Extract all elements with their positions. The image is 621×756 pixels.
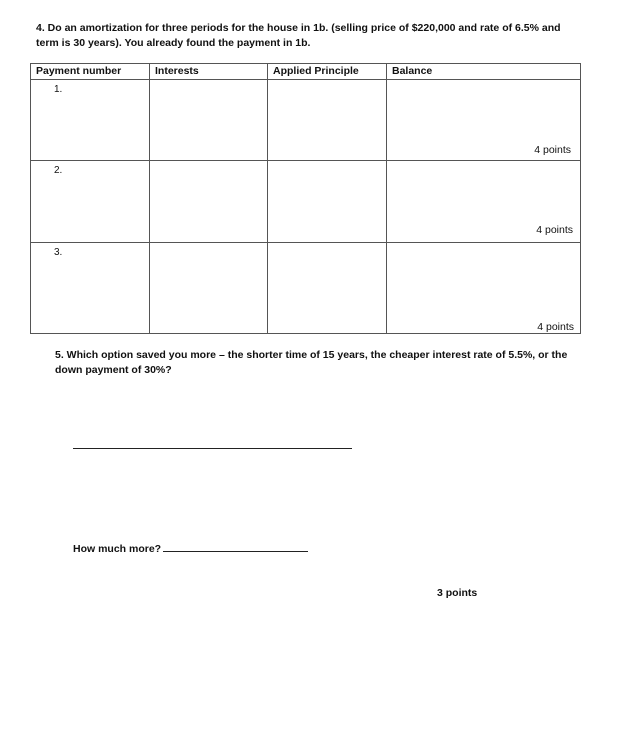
applied-principle-cell[interactable] (268, 161, 387, 243)
question-4-line-2: term is 30 years). You already found the payment in 1b. (36, 37, 311, 49)
question-5-text (55, 348, 595, 378)
how-much-more-row (73, 541, 308, 555)
interests-cell[interactable] (150, 161, 268, 243)
table-row (31, 161, 581, 243)
table-row (31, 80, 581, 161)
payment-number-cell: 2. (31, 161, 150, 243)
question-4-text (36, 21, 596, 51)
table-header-row (31, 64, 581, 80)
points-label: 4 points (536, 224, 573, 236)
answer-blank-line[interactable] (73, 448, 352, 449)
payment-number-cell: 1. (31, 80, 150, 161)
applied-principle-cell[interactable] (268, 243, 387, 334)
header-balance: Balance (387, 64, 581, 80)
points-label: 4 points (534, 144, 571, 156)
points-label: 4 points (537, 321, 574, 333)
payment-number-cell: 3. (31, 243, 150, 334)
points-3-label: 3 points (437, 587, 478, 599)
question-5-line-2: down payment of 30%? (55, 364, 172, 376)
how-much-more-label: How much more? (73, 543, 162, 555)
interests-cell[interactable] (150, 243, 268, 334)
table-row (31, 243, 581, 334)
balance-cell[interactable] (387, 243, 581, 334)
header-payment-number: Payment number (31, 64, 150, 80)
applied-principle-cell[interactable] (268, 80, 387, 161)
question-4-line-1: 4. Do an amortization for three periods for the house in 1b. (selling price of $220,000 and rate of 6.5% and (36, 22, 561, 34)
question-5-line-1: 5. Which option saved you more – the shorter time of 15 years, the cheaper interest rate of 5.5%, or the (55, 349, 568, 361)
header-interests: Interests (150, 64, 268, 80)
how-much-more-blank[interactable] (163, 541, 308, 552)
balance-cell[interactable] (387, 161, 581, 243)
balance-cell[interactable] (387, 80, 581, 161)
header-applied-principle: Applied Principle (268, 64, 387, 80)
amortization-table (30, 63, 581, 334)
interests-cell[interactable] (150, 80, 268, 161)
